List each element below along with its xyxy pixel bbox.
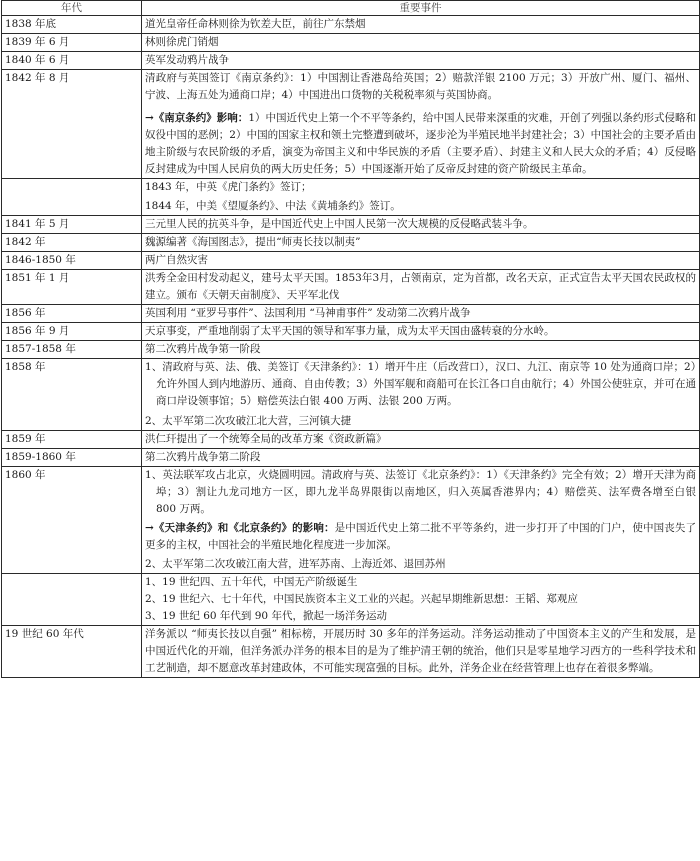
events-cell <box>142 179 700 216</box>
table-row <box>2 305 700 323</box>
table-row <box>2 234 700 252</box>
table-row <box>2 34 700 52</box>
event-text: 第二次鸦片战争第二阶段 <box>145 451 261 463</box>
events-cell <box>142 16 700 34</box>
events-cell <box>142 431 700 449</box>
event-text: 两广自然灾害 <box>145 254 208 266</box>
table-row <box>2 359 700 431</box>
events-cell <box>142 52 700 70</box>
impact-text: 中国近代史上第一个不平等条约，给中国人民带来深重的灾难，开创了列强以条约形式侵略和奴役中国的恶例；2）中国的国家主权和领土完整遭到破坏，逐步沦为半殖民地半封建社会；3）中国社会的主要矛盾由地主阶级与农民阶级的矛盾，演变为帝国主义和中华民族的矛盾（主要矛盾）、封建主义和人民大众的矛盾；4）反侵略反封建成为中国人民肩负的两大历史任务；5）中国逐渐开始了反帝反封建的资产阶级民主革命。 <box>145 112 696 175</box>
event-text: 1843 年，中英《虎门条约》签订； <box>145 181 312 193</box>
events-cell <box>142 305 700 323</box>
event-text: 第二次鸦片战争第一阶段 <box>145 343 261 355</box>
event-text: 道光皇帝任命林则徐为钦差大臣，前往广东禁烟 <box>145 18 366 30</box>
event-text: 3、19 世纪 60 年代到 90 年代，掀起一场洋务运动 <box>145 610 387 622</box>
year-cell: 1859 年 <box>2 431 142 449</box>
table-row <box>2 270 700 305</box>
year-cell: 1856 年 9 月 <box>2 323 142 341</box>
year-cell: 1838 年底 <box>2 16 142 34</box>
event-text: 魏源编著《海国图志》，提出“师夷长技以制夷” <box>145 236 361 248</box>
event-text: 英国利用 “亚罗号事件”、法国利用 “马神甫事件” 发动第二次鸦片战争 <box>145 307 471 319</box>
column-header-events: 重要事件 <box>142 1 700 16</box>
table-row <box>2 16 700 34</box>
history-events-table <box>1 0 700 678</box>
events-cell <box>142 34 700 52</box>
events-cell <box>142 574 700 626</box>
table-row <box>2 216 700 234</box>
event-text: 2、19 世纪六、七十年代，中国民族资本主义工业的兴起。兴起早期维新思想：王韬、郑观应 <box>145 593 578 605</box>
year-cell: 1840 年 6 月 <box>2 52 142 70</box>
events-cell <box>142 234 700 252</box>
year-cell: 1859-1860 年 <box>2 449 142 467</box>
year-cell: 1839 年 6 月 <box>2 34 142 52</box>
event-text: 洪仁玕提出了一个统筹全局的改革方案《资政新篇》 <box>145 433 387 445</box>
year-cell <box>2 574 142 626</box>
events-cell <box>142 626 700 678</box>
events-cell <box>142 449 700 467</box>
events-cell <box>142 323 700 341</box>
events-cell <box>142 70 700 179</box>
events-cell <box>142 467 700 574</box>
year-cell: 1860 年 <box>2 467 142 574</box>
year-cell: 1858 年 <box>2 359 142 431</box>
event-text: 1、清政府与英、法、俄、美签订《天津条约》：1）增开牛庄（后改营口），汉口、九江、南京等 10 处为通商口岸；2）允许外国人到内地游历、通商、自由传教；3）外国军舰和商船可在长江各口自由航行；4）外国公使驻京，并可在通商口岸设领事馆；5）赔偿英法白银 400 万两、法银 200 万两。 <box>145 361 696 407</box>
impact-paragraph <box>145 110 696 178</box>
event-text: 英军发动鸦片战争 <box>145 54 229 66</box>
table-row <box>2 252 700 270</box>
events-cell <box>142 341 700 359</box>
impact-label: →《南京条约》影响： <box>145 112 249 124</box>
impact-text: 是中国近代史上第二批不平等条约，进一步打开了中国的门户，使中国丧失了更多的主权，中国社会的半殖民地化程度进一步加深。 <box>145 522 696 551</box>
table-row <box>2 323 700 341</box>
impact-label: →《天津条约》和《北京条约》的影响： <box>145 522 335 534</box>
year-cell: 1842 年 8 月 <box>2 70 142 179</box>
event-text: 林则徐虎门销烟 <box>145 36 219 48</box>
impact-paragraph <box>145 520 696 554</box>
event-text: 1、19 世纪四、五十年代，中国无产阶级诞生 <box>145 576 358 588</box>
year-cell: 19 世纪 60 年代 <box>2 626 142 678</box>
event-text: 洪秀全金田村发动起义，建号太平天国。1853年3月，占领南京，定为首都，改名天京，正式宣告太平天国农民政权的建立。颁布《天朝天亩制度》、天平军北伐 <box>145 272 696 301</box>
year-cell: 1841 年 5 月 <box>2 216 142 234</box>
year-cell <box>2 179 142 216</box>
table-row <box>2 70 700 179</box>
event-text: 清政府与英国签订《南京条约》：1）中国割让香港岛给英国；2）赔款洋银 2100 万元；3）开放广州、厦门、福州、宁波、上海五处为通商口岸；4）中国进出口货物的关税税率须与英国协商。 <box>145 72 696 101</box>
event-text: 1844 年，中美《望厦条约》、中法《黄埔条约》签订。 <box>145 200 401 212</box>
table-row <box>2 179 700 216</box>
event-text: 三元里人民的抗英斗争，是中国近代史上中国人民第一次大规模的反侵略武装斗争。 <box>145 218 534 230</box>
events-cell <box>142 216 700 234</box>
impact-first: 1） <box>248 112 266 124</box>
table-row <box>2 341 700 359</box>
year-cell: 1856 年 <box>2 305 142 323</box>
table-row <box>2 626 700 678</box>
events-cell <box>142 359 700 431</box>
year-cell: 1846-1850 年 <box>2 252 142 270</box>
event-text: 2、太平军第二次攻破江南大营，进军苏南、上海近郊、退回苏州 <box>145 558 446 570</box>
year-cell: 1851 年 1 月 <box>2 270 142 305</box>
table-row <box>2 52 700 70</box>
table-row <box>2 467 700 574</box>
event-text: 2、太平军第二次攻破江北大营，三河镇大捷 <box>145 415 352 427</box>
column-header-year: 年代 <box>2 1 142 16</box>
table-header-row <box>2 1 700 16</box>
event-text: 天京事变，严重地削弱了太平天国的领导和军事力量，成为太平天国由盛转衰的分水岭。 <box>145 325 555 337</box>
table-row <box>2 431 700 449</box>
event-text: 洋务派以 “师夷长技以自强” 相标榜，开展历时 30 多年的洋务运动。洋务运动推动了中国资本主义的产生和发展，是中国近代化的开端，但洋务派办洋务的根本目的是为了维护清王朝的统治，他们只是零星地学习西方的一些科学技术和工艺制造，却不愿意改革封建政体，不可能实现富强的目标。此外，洋务企业在经营管理上也存在着很多弊端。 <box>145 628 696 674</box>
year-cell: 1842 年 <box>2 234 142 252</box>
event-text: 1、英法联军攻占北京，火烧圆明园。清政府与英、法签订《北京条约》：1）《天津条约》完全有效；2）增开天津为商埠；3）割让九龙司地方一区，即九龙半岛界限街以南地区，归入英属香港界内；4）赔偿英、法军费各增至白银 800 万两。 <box>145 469 696 515</box>
events-cell <box>142 270 700 305</box>
table-row <box>2 449 700 467</box>
events-cell <box>142 252 700 270</box>
table-row <box>2 574 700 626</box>
year-cell: 1857-1858 年 <box>2 341 142 359</box>
